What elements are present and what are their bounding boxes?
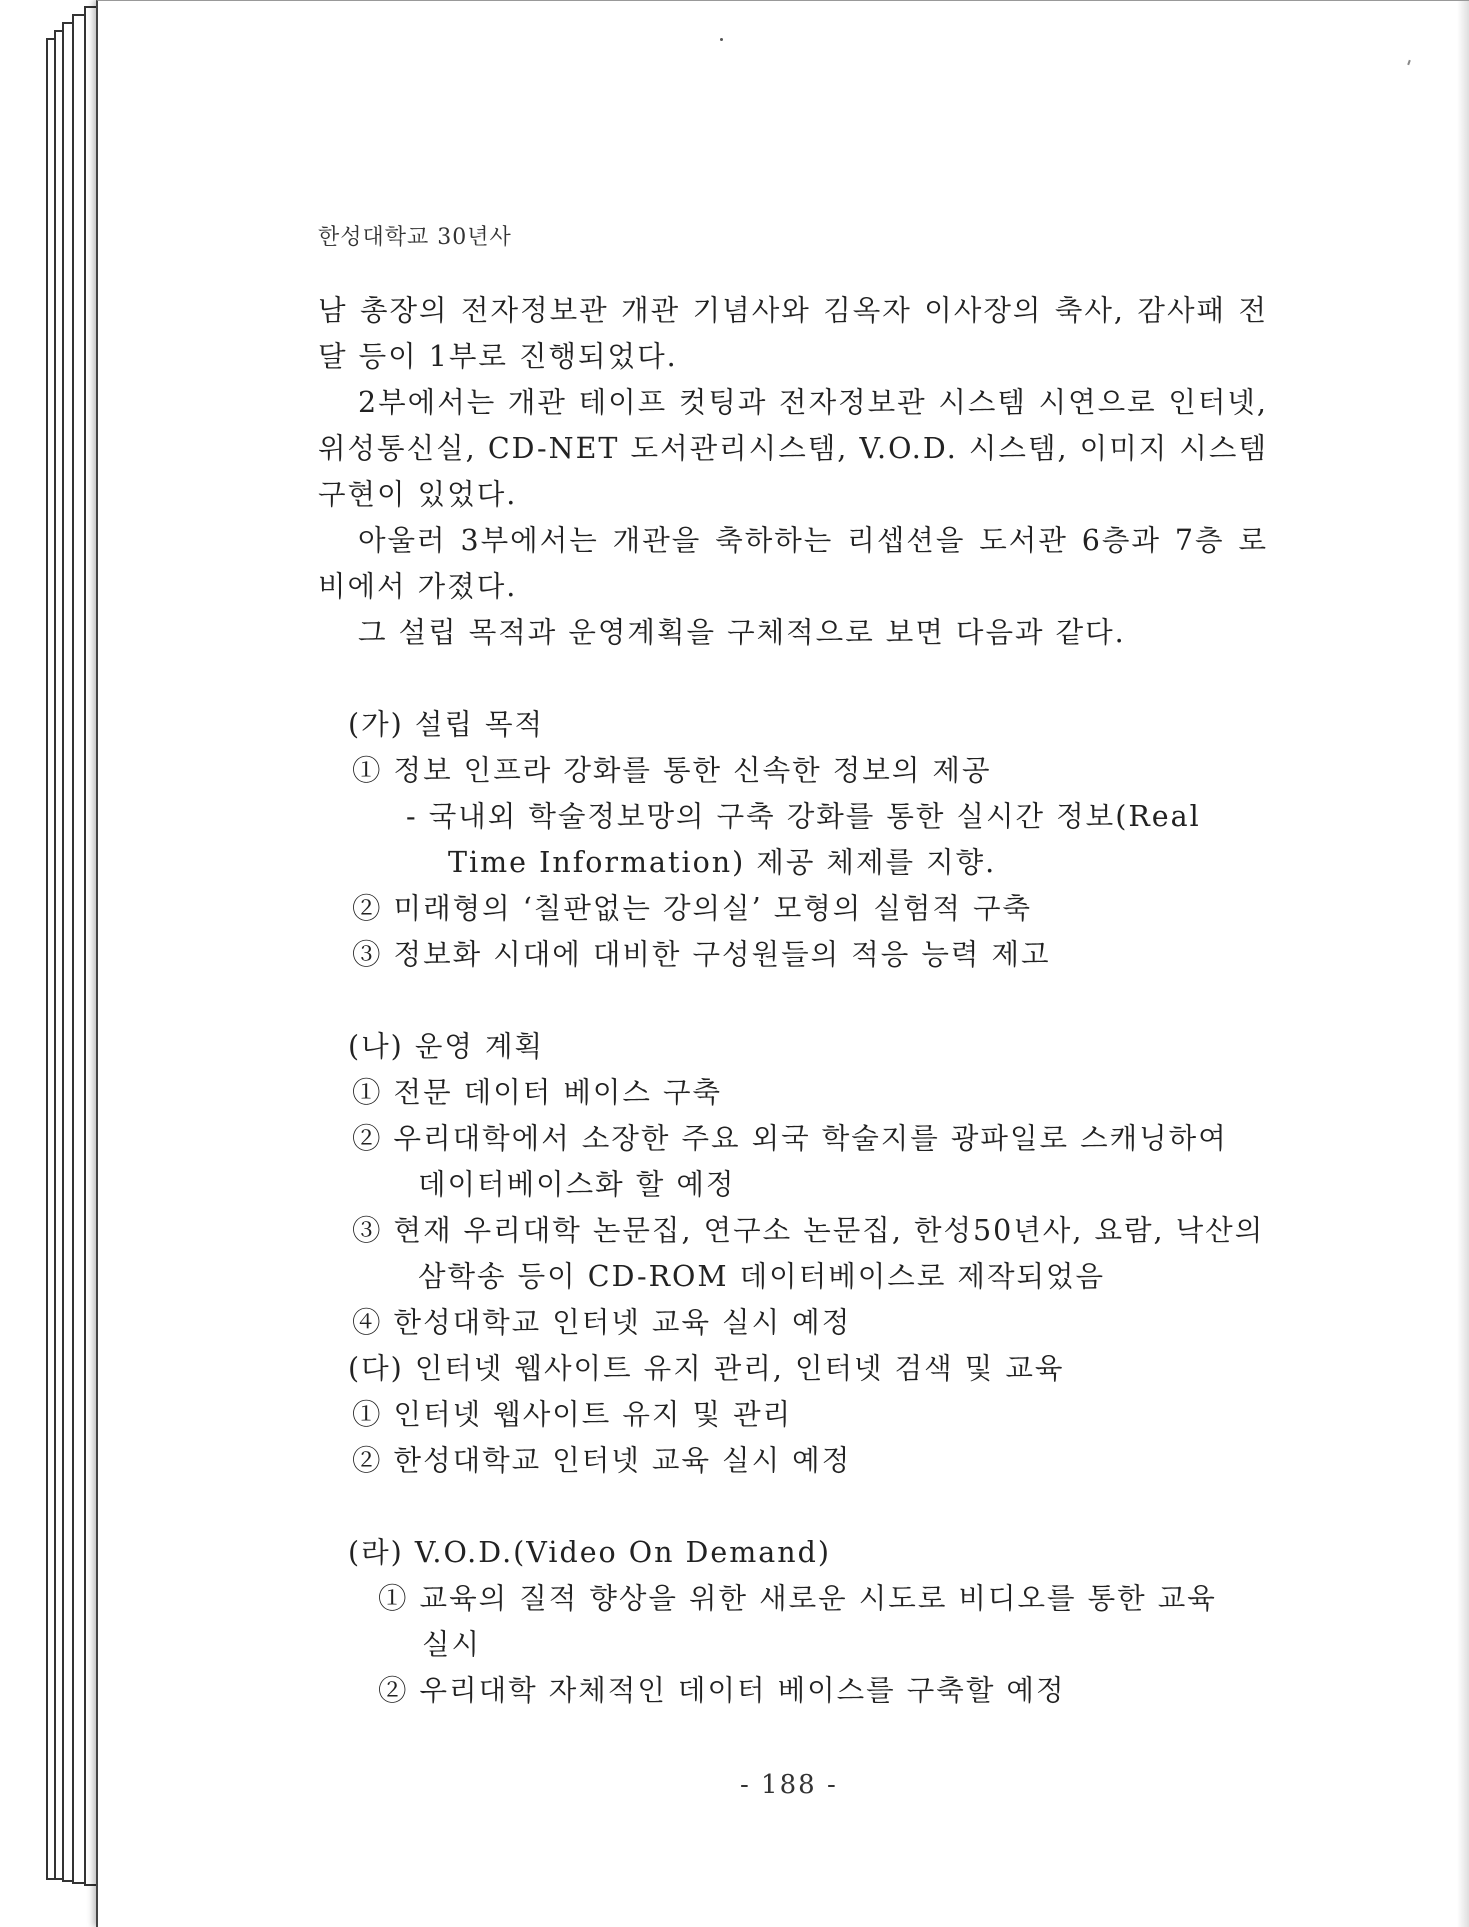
- list-item-continuation: 실시: [422, 1628, 482, 1661]
- list-item: ① 교육의 질적 향상을 위한 새로운 시도로 비디오를 통한 교육: [378, 1582, 1217, 1615]
- list-item: ① 전문 데이터 베이스 구축: [352, 1076, 723, 1109]
- paragraph: 남 총장의 전자정보관 개관 기념사와 김옥자 이사장의 축사, 감사패 전달 등이 1부로 진행되었다.: [318, 294, 1268, 373]
- page-number: - 188 -: [740, 1770, 838, 1800]
- speck: [720, 38, 723, 41]
- list-item: ④ 한성대학교 인터넷 교육 실시 예정: [352, 1306, 852, 1339]
- list-item: ② 한성대학교 인터넷 교육 실시 예정: [352, 1444, 852, 1477]
- section-heading: (라) V.O.D.(Video On Demand): [348, 1536, 832, 1569]
- list-item-continuation: 데이터베이스화 할 예정: [418, 1168, 736, 1201]
- list-item: ③ 현재 우리대학 논문집, 연구소 논문집, 한성50년사, 요람, 낙산의: [352, 1214, 1265, 1247]
- paragraph: 2부에서는 개관 테이프 컷팅과 전자정보관 시스템 시연으로 인터넷, 위성통신실, CD-NET 도서관리시스템, V.O.D. 시스템, 이미지 시스템 구현이 있었다.: [318, 386, 1268, 511]
- page-body: [318, 288, 1268, 1714]
- section-heading: (나) 운영 계획: [348, 1030, 545, 1063]
- section-heading: (다) 인터넷 웹사이트 유지 관리, 인터넷 검색 및 교육: [348, 1352, 1065, 1385]
- list-subitem-continuation: Time Information) 제공 체제를 지향.: [448, 846, 997, 879]
- list-item: ① 인터넷 웹사이트 유지 및 관리: [352, 1398, 793, 1431]
- paragraph: 그 설립 목적과 운영계획을 구체적으로 보면 다음과 같다.: [358, 616, 1126, 649]
- section-heading: (가) 설립 목적: [348, 708, 545, 741]
- list-item-continuation: 삼학송 등이 CD-ROM 데이터베이스로 제작되었음: [418, 1260, 1106, 1293]
- running-header: 한성대학교 30년사: [318, 225, 512, 250]
- list-item: ① 정보 인프라 강화를 통한 신속한 정보의 제공: [352, 754, 992, 787]
- list-item: ② 우리대학에서 소장한 주요 외국 학술지를 광파일로 스캐닝하여: [352, 1122, 1228, 1155]
- list-item: ③ 정보화 시대에 대비한 구성원들의 적응 능력 제고: [352, 938, 1051, 971]
- list-item: ② 미래형의 ‘칠판없는 강의실’ 모형의 실험적 구축: [352, 892, 1033, 925]
- list-item: ② 우리대학 자체적인 데이터 베이스를 구축할 예정: [378, 1674, 1066, 1707]
- paragraph: 아울러 3부에서는 개관을 축하하는 리셉션을 도서관 6층과 7층 로비에서 가졌다.: [318, 524, 1268, 603]
- list-subitem: - 국내외 학술정보망의 구축 강화를 통한 실시간 정보(Real: [406, 800, 1201, 833]
